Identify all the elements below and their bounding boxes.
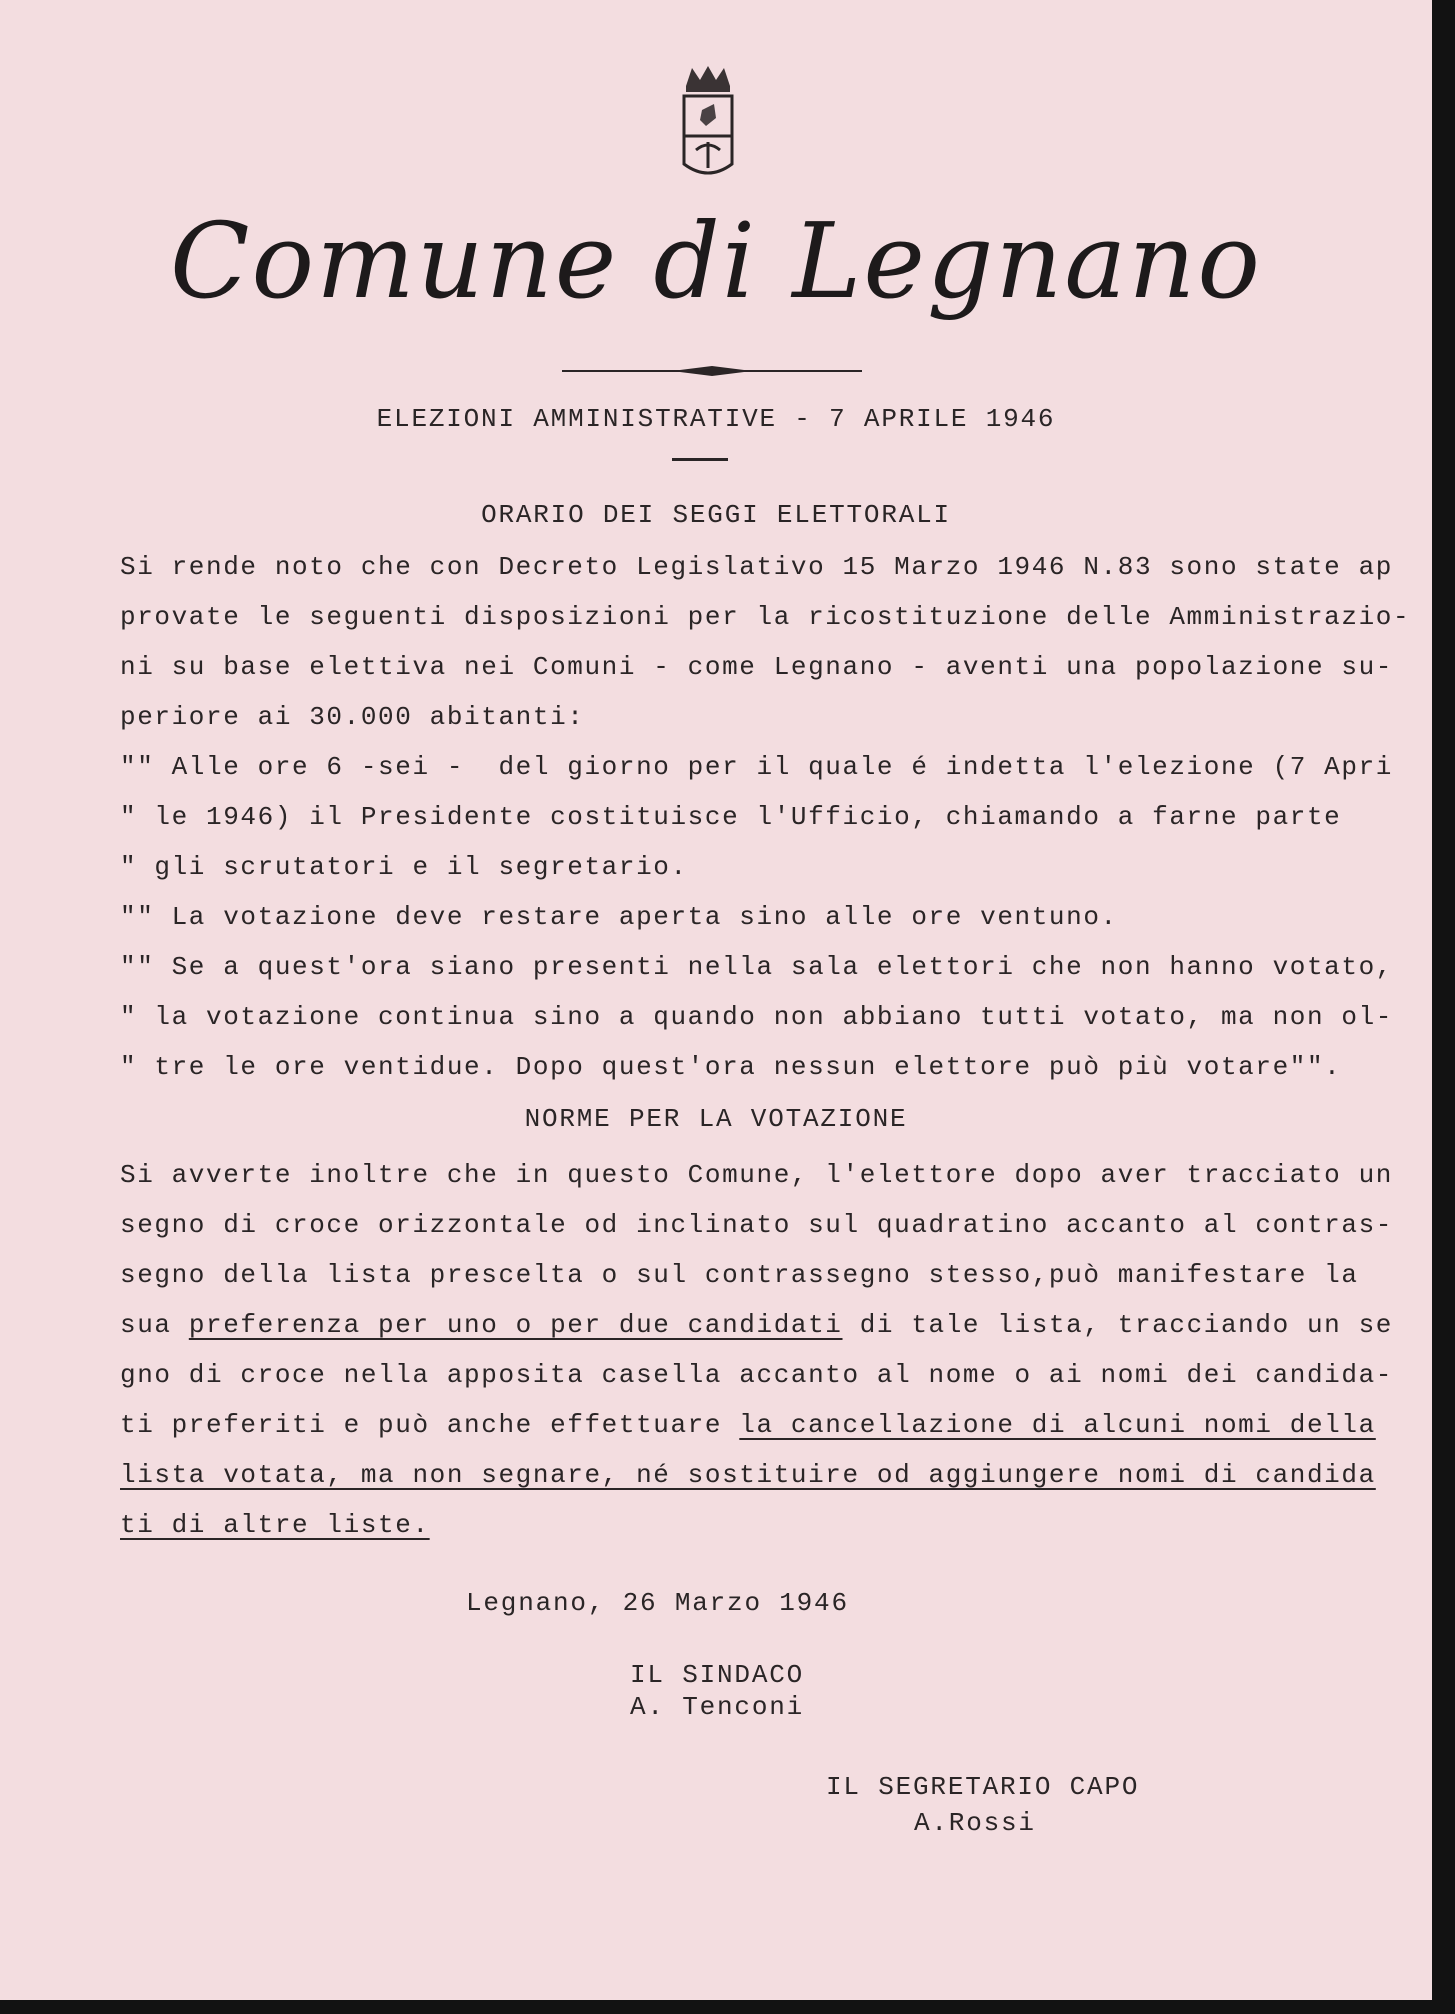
municipality-title: Comune di Legnano [169, 200, 1263, 322]
paragraph-line: Si avverte inoltre che in questo Comune, l'elettore dopo aver tracciato un [120, 1160, 1393, 1190]
underlined-text: ti di altre liste. [120, 1510, 430, 1540]
paragraph-line: " tre le ore ventidue. Dopo quest'ora nessun elettore può più votare"". [120, 1052, 1342, 1082]
ornament-divider [562, 365, 862, 377]
secretary-name: A.Rossi [914, 1808, 1036, 1838]
line-text: ti preferiti e può anche effettuare [120, 1410, 740, 1440]
underlined-text: lista votata, ma non segnare, né sostituire od aggiungere nomi di candida [120, 1460, 1376, 1490]
paragraph-line: segno di croce orizzontale od inclinato sul quadratino accanto al contras- [120, 1210, 1393, 1240]
coat-of-arms-icon [678, 64, 738, 184]
scan-border-bottom [0, 2000, 1455, 2014]
paragraph-line [120, 1458, 1376, 1492]
mayor-title: IL SINDACO [630, 1660, 805, 1690]
place-date: Legnano, 26 Marzo 1946 [466, 1588, 849, 1618]
secretary-title: IL SEGRETARIO CAPO [826, 1772, 1140, 1802]
scan-border-right [1432, 0, 1455, 2014]
subtitle-dash [672, 458, 728, 461]
paragraph-line: ni su base elettiva nei Comuni - come Legnano - aventi una popolazione su- [120, 652, 1393, 682]
mayor-name: A. Tenconi [630, 1692, 805, 1722]
underlined-text: preferenza per uno o per due candidati [188, 1310, 843, 1340]
line-text: di tale lista, tracciando un se [842, 1310, 1393, 1340]
paragraph-line: "" La votazione deve restare aperta sino alle ore ventuno. [120, 902, 1118, 932]
paragraph-line: " la votazione continua sino a quando non abbiano tutti votato, ma non ol- [120, 1002, 1393, 1032]
paragraph-line: gno di croce nella apposita casella accanto al nome o ai nomi dei candida- [120, 1360, 1393, 1390]
section-title-voting-rules: NORME PER LA VOTAZIONE [524, 1104, 908, 1134]
line-text: sua [120, 1310, 189, 1340]
paragraph-line: "" Alle ore 6 -sei - del giorno per il quale é indetta l'elezione (7 Apri [120, 752, 1393, 782]
section-title-schedule: ORARIO DEI SEGGI ELETTORALI [481, 500, 951, 530]
paragraph-line: periore ai 30.000 abitanti: [120, 702, 585, 732]
paragraph-line: provate le seguenti disposizioni per la ricostituzione delle Amministrazio- [120, 602, 1411, 632]
paragraph-line [120, 1308, 1393, 1342]
paragraph-line [120, 1508, 430, 1542]
paragraph-line: " le 1946) il Presidente costituisce l'Ufficio, chiamando a farne parte [120, 802, 1342, 832]
paragraph-line: "" Se a quest'ora siano presenti nella sala elettori che non hanno votato, [120, 952, 1393, 982]
paragraph-line: " gli scrutatori e il segretario. [120, 852, 688, 882]
underlined-text: la cancellazione di alcuni nomi della [739, 1410, 1376, 1440]
paragraph-line: Si rende noto che con Decreto Legislativo 15 Marzo 1946 N.83 sono state ap [120, 552, 1393, 582]
paragraph-line [120, 1408, 1376, 1442]
election-subtitle: ELEZIONI AMMINISTRATIVE - 7 APRILE 1946 [376, 404, 1056, 434]
paragraph-line: segno della lista prescelta o sul contrassegno stesso,può manifestare la [120, 1260, 1359, 1290]
